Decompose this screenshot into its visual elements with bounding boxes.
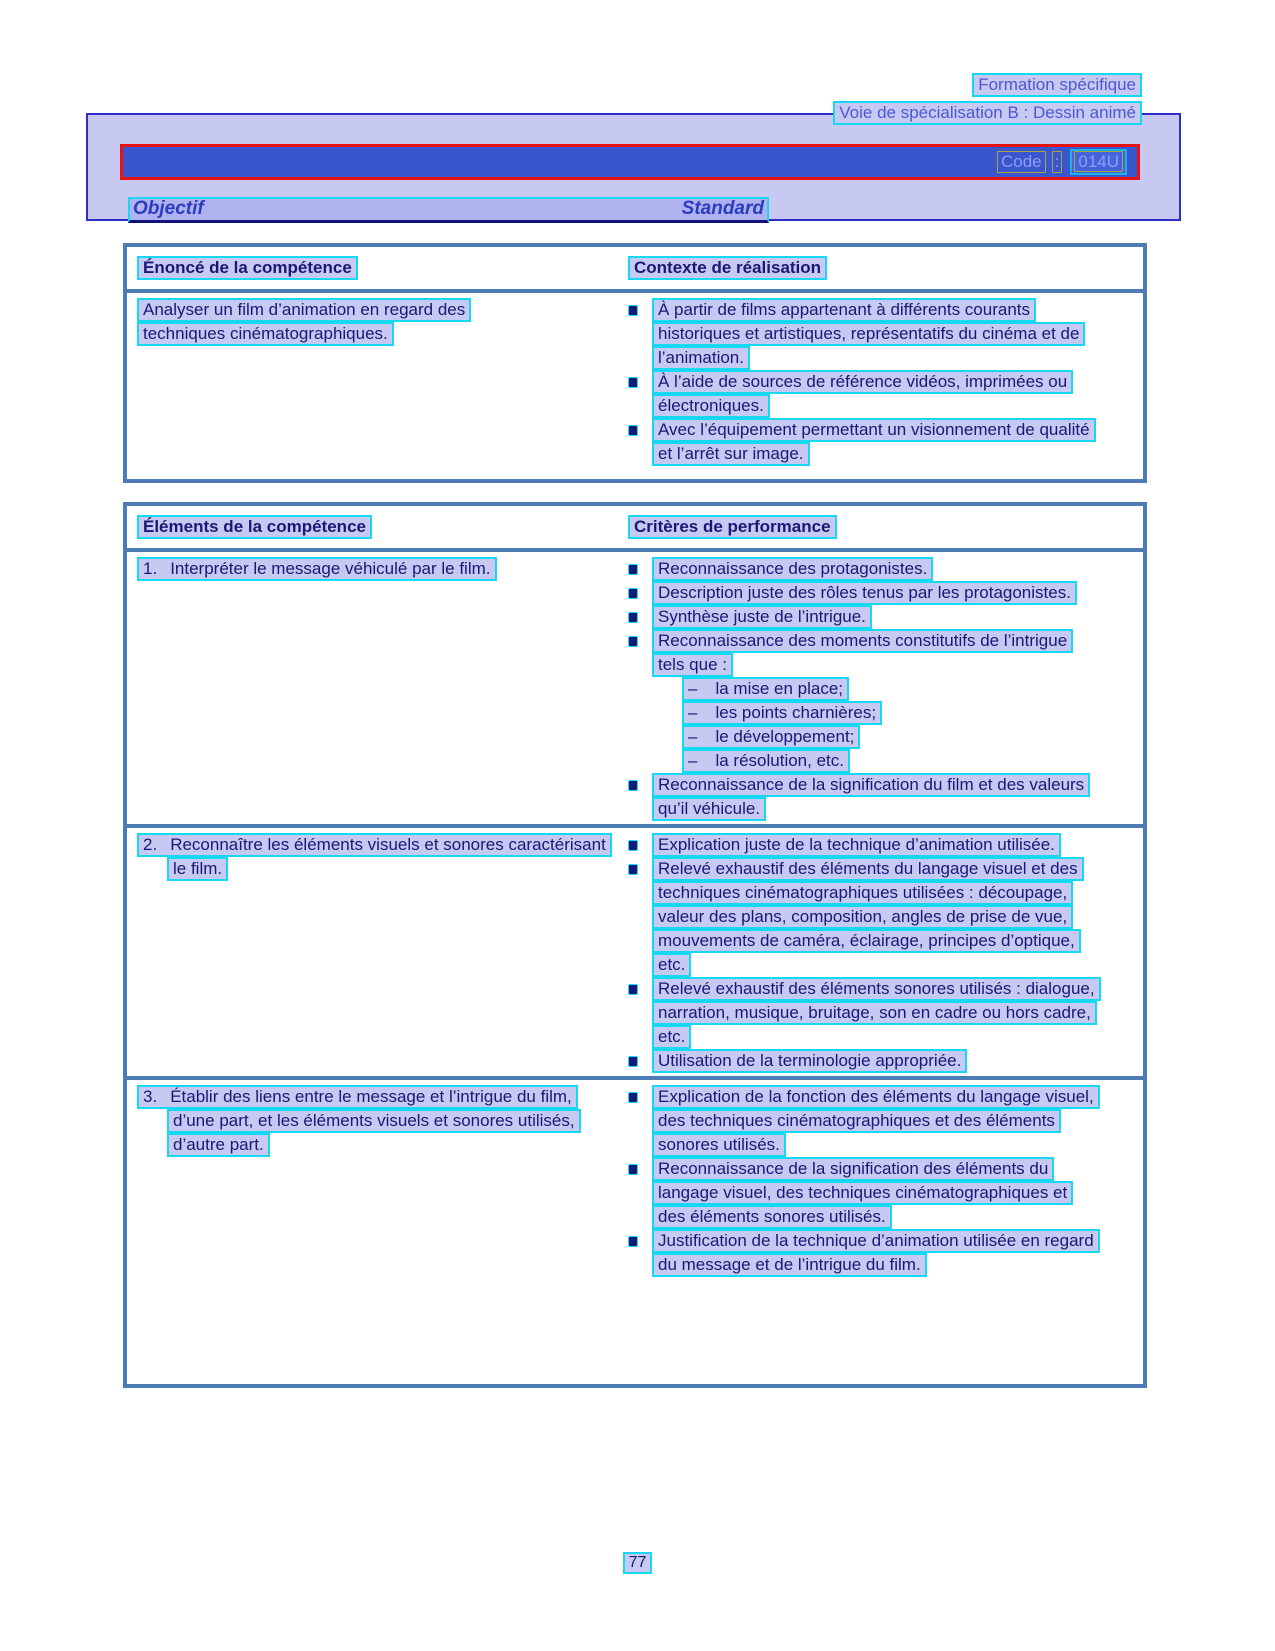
bullet-icon xyxy=(628,780,638,791)
table-row xyxy=(127,293,1143,469)
list-item xyxy=(628,581,1143,605)
bullet-text: Reconnaissance de la signification des éléments du langage visuel, des techniques cinématographiques et des éléments sonores utilisés. xyxy=(652,1157,1073,1229)
list-item xyxy=(628,1085,1143,1157)
competence-text: Analyser un film d’animation en regard des techniques cinématographiques. xyxy=(137,298,471,346)
dash-icon: – xyxy=(688,679,698,698)
objectif-standard-row xyxy=(128,197,769,223)
element-cell xyxy=(127,833,624,1073)
bullet-icon xyxy=(628,305,638,316)
code-separator: : xyxy=(1052,151,1063,173)
code-bar xyxy=(120,144,1140,180)
page-number-text: 77 xyxy=(623,1552,653,1574)
list-item xyxy=(628,298,1143,370)
bullet-text: Avec l’équipement permettant un visionnement de qualité et l’arrêt sur image. xyxy=(652,418,1096,466)
criteria-cell xyxy=(624,833,1143,1073)
table2-header-right-text: Critères de performance xyxy=(628,515,837,539)
dash-icon: – xyxy=(688,751,698,770)
bullet-icon xyxy=(628,588,638,599)
list-item xyxy=(628,370,1143,418)
bullet-text: Reconnaissance de la signification du film et des valeurs qu’il véhicule. xyxy=(652,773,1090,821)
sub-text: les points charnières; xyxy=(715,703,877,722)
sub-list-item xyxy=(682,701,1143,725)
dash-icon: – xyxy=(688,727,698,746)
table1-header-row xyxy=(127,247,1143,293)
bullet-text: À partir de films appartenant à différents courants historiques et artistiques, représentatifs du cinéma et de l’animation. xyxy=(652,298,1085,370)
table-row xyxy=(127,1076,1143,1280)
bullet-icon xyxy=(628,1056,638,1067)
bullet-text: Reconnaissance des protagonistes. xyxy=(652,557,933,581)
list-item xyxy=(628,557,1143,581)
bullet-icon xyxy=(628,377,638,388)
table2-header-right xyxy=(624,515,1143,539)
table1-header-right-text: Contexte de réalisation xyxy=(628,256,827,280)
running-head-text-1: Formation spécifique xyxy=(972,73,1142,97)
bullet-icon xyxy=(628,612,638,623)
table1-header-left xyxy=(127,256,624,280)
table2-header-row xyxy=(127,506,1143,552)
bullet-icon xyxy=(628,636,638,647)
bullet-icon xyxy=(628,1092,638,1103)
table1-header-right xyxy=(624,256,1143,280)
sub-text: la résolution, etc. xyxy=(715,751,844,770)
list-item xyxy=(628,418,1143,466)
list-item xyxy=(628,1229,1143,1277)
running-head-line-1 xyxy=(0,71,1142,98)
element-text: Interpréter le message véhiculé par le film. xyxy=(170,559,491,578)
table-row xyxy=(127,552,1143,824)
list-item xyxy=(628,629,1143,677)
list-item xyxy=(628,1049,1143,1073)
bullet-text: Synthèse juste de l’intrigue. xyxy=(652,605,872,629)
code-value: 014U xyxy=(1074,151,1123,172)
list-item xyxy=(628,833,1143,857)
objective-panel xyxy=(86,113,1181,221)
item-number: 3. xyxy=(143,1087,158,1106)
bullet-icon xyxy=(628,864,638,875)
competence-cell xyxy=(127,298,624,466)
list-item xyxy=(628,977,1143,1049)
list-item xyxy=(628,1157,1143,1229)
sub-list-item xyxy=(682,677,1143,701)
bullet-text: Utilisation de la terminologie appropriée. xyxy=(652,1049,967,1073)
criteria-cell xyxy=(624,1085,1143,1277)
bullet-text: Explication de la fonction des éléments du langage visuel, des techniques cinématographiques et des éléments sonores utilisés. xyxy=(652,1085,1100,1157)
bullet-icon xyxy=(628,1236,638,1247)
bullet-text: Explication juste de la technique d’animation utilisée. xyxy=(652,833,1061,857)
bullet-text: Reconnaissance des moments constitutifs de l’intrigue tels que : xyxy=(652,629,1073,677)
bullet-text: Description juste des rôles tenus par les protagonistes. xyxy=(652,581,1077,605)
elements-criteria-table xyxy=(123,502,1147,1388)
list-item xyxy=(628,605,1143,629)
table2-header-left-text: Éléments de la compétence xyxy=(137,515,372,539)
element-cell xyxy=(127,557,624,821)
competence-context-table xyxy=(123,243,1147,483)
bullet-icon xyxy=(628,840,638,851)
table1-header-left-text: Énoncé de la compétence xyxy=(137,256,358,280)
bullet-text: Relevé exhaustif des éléments sonores utilisés : dialogue, narration, musique, bruitage, son en cadre ou hors cadre, etc. xyxy=(652,977,1101,1049)
item-number: 1. xyxy=(143,559,158,578)
list-item xyxy=(628,773,1143,821)
sub-list-item xyxy=(682,749,1143,773)
dash-icon: – xyxy=(688,703,698,722)
table-row xyxy=(127,824,1143,1076)
running-head-text-2: Voie de spécialisation B : Dessin animé xyxy=(833,101,1142,125)
item-number: 2. xyxy=(143,835,158,854)
list-item xyxy=(628,857,1143,977)
bullet-icon xyxy=(628,1164,638,1175)
code-label: Code xyxy=(997,151,1046,173)
bullet-icon xyxy=(628,984,638,995)
sub-list-item xyxy=(682,725,1143,749)
page-number xyxy=(0,1554,1275,1572)
objectif-label: Objectif xyxy=(133,198,204,219)
context-cell xyxy=(624,298,1143,466)
code-value-box xyxy=(1070,149,1127,175)
element-cell xyxy=(127,1085,624,1277)
criteria-cell xyxy=(624,557,1143,821)
bullet-text: À l’aide de sources de référence vidéos, imprimées ou électroniques. xyxy=(652,370,1073,418)
running-head-line-2 xyxy=(0,99,1142,126)
bullet-text: Justification de la technique d’animation utilisée en regard du message et de l’intrigue du film. xyxy=(652,1229,1100,1277)
sub-text: la mise en place; xyxy=(715,679,844,698)
element-text: Établir des liens entre le message et l’intrigue du film, d’une part, et les éléments visuels et sonores utilisés, d’autre part. xyxy=(170,1087,575,1154)
table2-header-left xyxy=(127,515,624,539)
bullet-icon xyxy=(628,564,638,575)
running-head xyxy=(0,71,1142,127)
bullet-icon xyxy=(628,425,638,436)
bullet-text: Relevé exhaustif des éléments du langage visuel et des techniques cinématographiques utilisées : découpage, valeur des plans, composition, angles de prise de vue, mouvements de caméra, éclairage, principes d’optique, etc. xyxy=(652,857,1084,977)
standard-label: Standard xyxy=(681,198,764,219)
sub-text: le développement; xyxy=(715,727,855,746)
element-text: Reconnaître les éléments visuels et sonores caractérisant le film. xyxy=(170,835,606,878)
